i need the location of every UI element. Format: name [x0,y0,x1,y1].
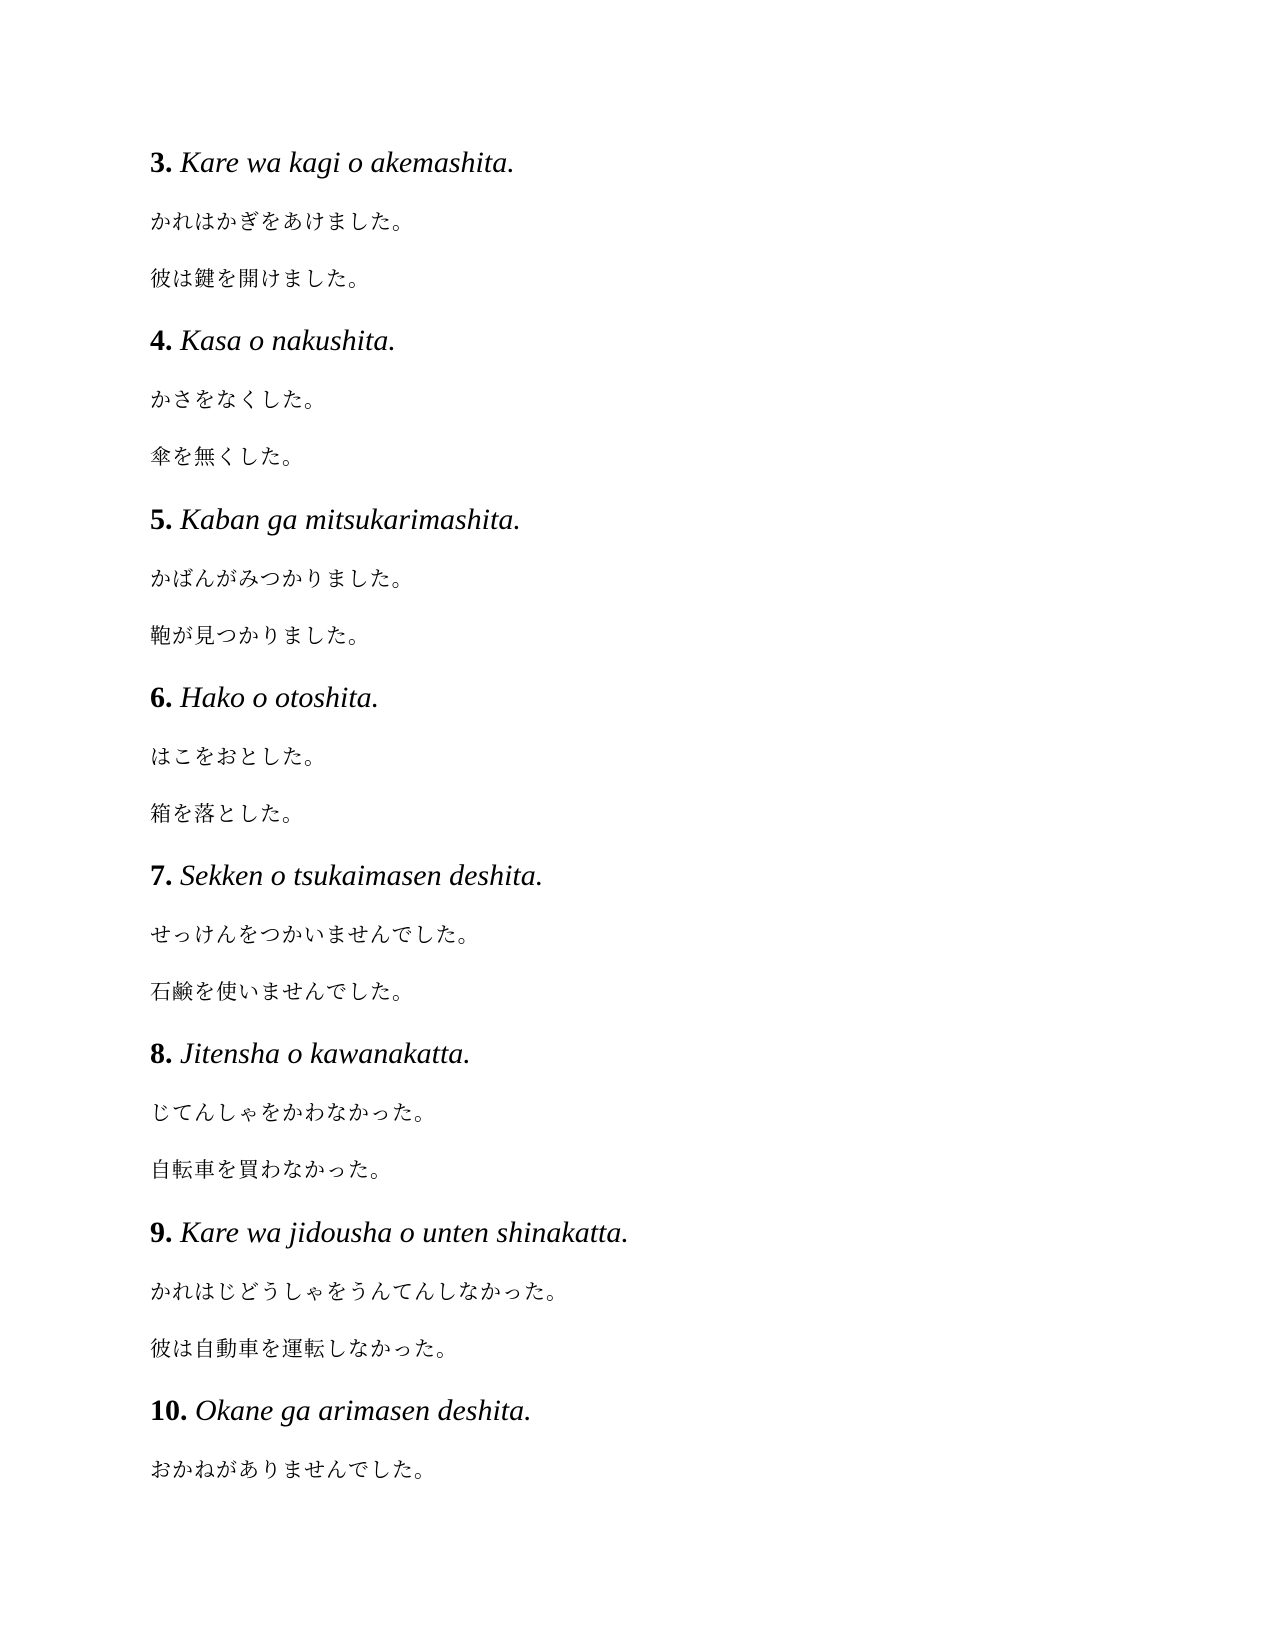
romaji-text: Kare wa jidousha o unten shinakatta. [180,1215,629,1249]
kana-text: かばんがみつかりました。 [150,566,414,591]
item-number: 10. [150,1394,188,1428]
kana-text: おかねがありませんでした。 [150,1458,436,1483]
item-number: 8. [150,1037,173,1071]
romaji-sentence [150,680,379,716]
romaji-sentence [150,858,543,894]
romaji-sentence [150,1215,629,1251]
romaji-sentence [150,502,521,538]
item-number: 6. [150,680,173,714]
kana-text: かれはかぎをあけました。 [150,210,414,234]
kanji-text: 箱を落とした。 [150,801,304,826]
kana-text: はこをおとした。 [150,744,326,769]
romaji-sentence [150,145,515,181]
item-number: 7. [150,859,173,893]
romaji-sentence [150,1036,471,1072]
list-item [150,680,1150,858]
item-number: 5. [150,502,173,536]
kana-text: せっけんをつかいませんでした。 [150,923,480,948]
sentence-list [150,145,1150,1571]
list-item [150,1393,1150,1571]
list-item [150,1036,1150,1214]
list-item [150,858,1150,1036]
romaji-text: Kare wa kagi o akemashita. [180,146,515,179]
romaji-text: Sekken o tsukaimasen deshita. [180,859,544,893]
kana-text: じてんしゃをかわなかった。 [150,1101,436,1126]
item-number: 9. [150,1215,173,1249]
romaji-text: Kaban ga mitsukarimashita. [180,502,521,536]
item-number: 4. [150,324,173,358]
kana-text: かれはじどうしゃをうんてんしなかった。 [150,1279,568,1304]
kanji-text: 傘を無くした。 [150,445,304,470]
kanji-text: 自転車を買わなかった。 [150,1158,392,1183]
list-item [150,323,1150,501]
romaji-text: Kasa o nakushita. [180,324,396,358]
list-item [150,1215,1150,1393]
list-item [150,502,1150,680]
list-item [150,145,1150,323]
romaji-text: Jitensha o kawanakatta. [180,1037,471,1071]
kanji-text: 鞄が見つかりました。 [150,623,370,648]
item-number: 3. [150,146,173,179]
romaji-sentence [150,323,396,359]
kanji-text: 石鹸を使いませんでした。 [150,980,414,1005]
kana-text: かさをなくした。 [150,388,326,413]
romaji-text: Hako o otoshita. [180,680,380,714]
romaji-sentence [150,1393,532,1429]
romaji-text: Okane ga arimasen deshita. [195,1394,532,1428]
kanji-text: 彼は自動車を運転しなかった。 [150,1336,458,1361]
kanji-text: 彼は鍵を開けました。 [150,267,370,291]
